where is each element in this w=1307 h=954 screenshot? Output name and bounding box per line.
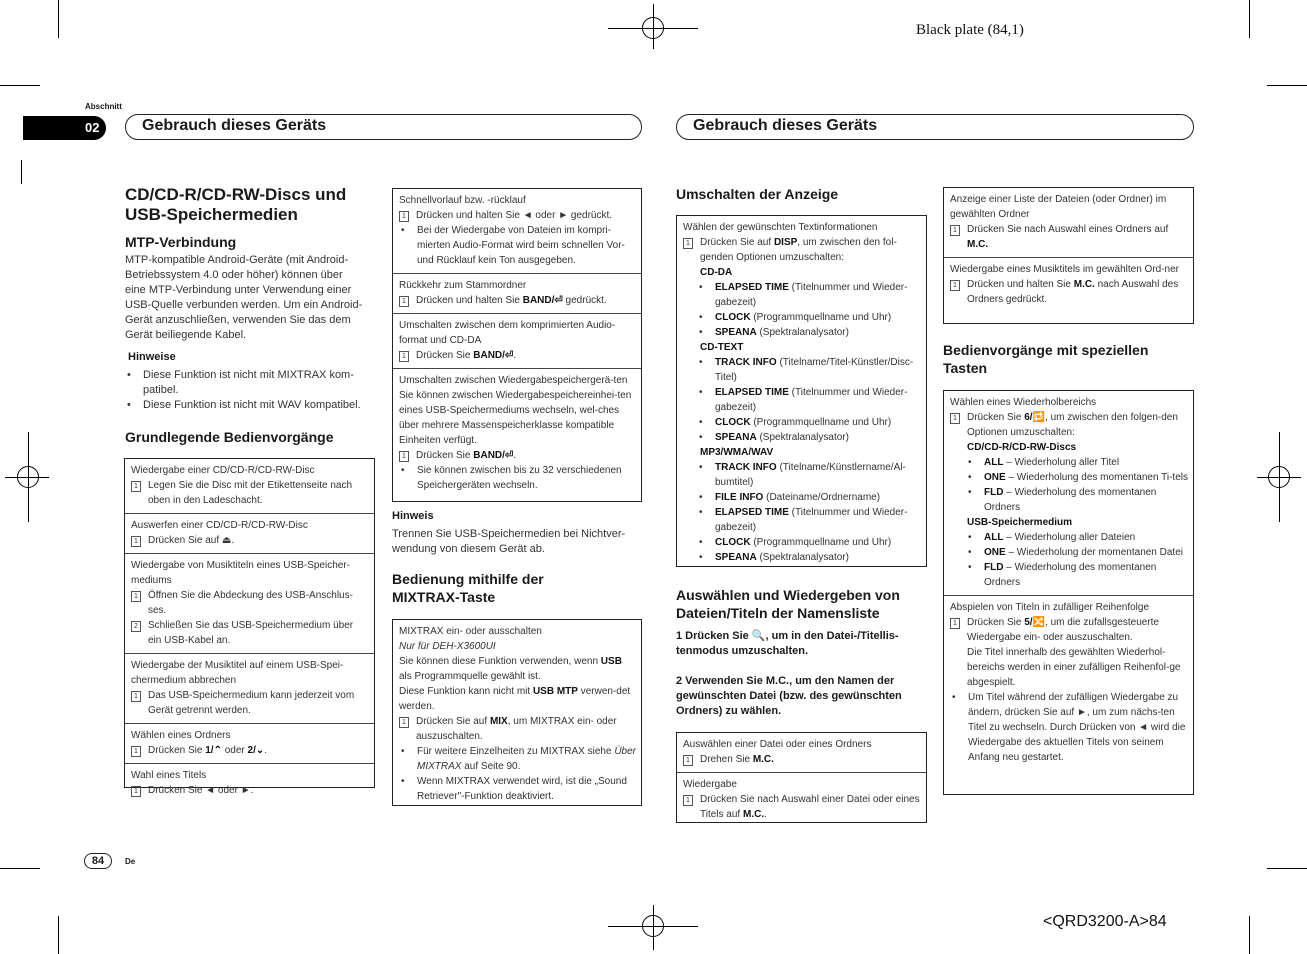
crop-mark [653, 905, 654, 950]
section-number-badge: 02 [23, 116, 106, 140]
operations-table-continued [392, 188, 642, 502]
operations-table [124, 458, 375, 796]
language-code: De [125, 857, 136, 866]
crop-mark [1249, 0, 1250, 38]
crop-mark [1279, 432, 1280, 522]
crop-mark [1249, 916, 1250, 954]
note-text: Trennen Sie USB-Speichermedien bei Nichtver-wendung von diesem Gerät ab. [392, 528, 626, 555]
crop-mark [1267, 868, 1307, 869]
basic-operations-heading: Grundlegende Bedienvorgänge [125, 429, 334, 445]
table-section: Anzeige einer Liste der Dateien (oder Ordner) im gewählten Ordner 1 Drücken Sie nach Auswahl eines Ordners auf M.C. [950, 194, 1169, 250]
display-heading: Umschalten der Anzeige [676, 186, 839, 202]
note-label: Hinweis [392, 510, 434, 522]
crop-mark [28, 432, 29, 522]
table-section: Umschalten zwischen Wiedergabespeichergerä-ten Sie können zwischen Wiedergabespeichereinhei-ten eines USB-Speichermediums wechseln, wel-ches über mehrere Massenspeicherklasse kompatible Einheiten verfügt. 1 Drücken Sie BAND/⏎. • Sie können zwischen bis zu 32 verschiedenen Speichergeräten wechseln. [393, 368, 641, 498]
table-section: MIXTRAX ein- oder ausschalten Nur für DEH-X3600UI Sie können diese Funktion verwenden, wenn USB als Programmquelle gewählt ist. Diese Funktion kann nicht mit USB MTP verwen-det werden. 1 Drücken Sie auf MIX, um MIXTRAX ein- oder auszuschalten. • Für weitere Einzelheiten zu MIXTRAX siehe Über MIXTRAX auf Seite 90. • Wenn MIXTRAX verwendet wird, ist die „Sound Retriever"-Funktion deaktiviert. [399, 626, 636, 802]
table-section: Abspielen von Titeln in zufälliger Reihenfolge 1 Drücken Sie 5/🔀, um die zufallsgesteuerte Wiedergabe ein- oder auszuschalten. Die Titel innerhalb des gewählten Wiederhol-bereichs werden in einer zufälligen Reihenfol-ge abgespielt. • Um Titel während der zufälligen Wiedergabe zu ändern, drücken Sie auf ►, um zum nächs-ten Titel zu wechseln. Durch Drücken von ◄ wird die Wiedergabe des aktuellen Titels von seinem Anfang neu gestartet. [944, 595, 1193, 770]
table-section: Wiedergabe eines Musiktitels im gewählten Ord-ner 1 Drücken und halten Sie M.C. nach Auswahl des Ordners gedrückt. [944, 257, 1193, 312]
crop-mark [5, 477, 49, 478]
table-section: Wiedergabe der Musiktitel auf einem USB-Spei-chermedium abbrechen 1 Das USB-Speichermedium kann jederzeit vom Gerät getrennt werden. [125, 653, 374, 723]
header-title-left: Gebrauch dieses Geräts [125, 114, 642, 140]
mixtrax-table [392, 619, 642, 806]
name-list-heading: Auswählen und Wiedergeben von Dateien/Titeln der Namensliste [676, 587, 900, 621]
crop-mark [0, 868, 40, 869]
table-section: Wiedergabe von Musiktiteln eines USB-Speicher-mediums 1 Öffnen Sie die Abdeckung des USB-Anschlus-ses. 2 Schließen Sie das USB-Speichermedium über ein USB-Kabel an. [125, 553, 374, 653]
notes-list [125, 368, 377, 413]
table-section: Wählen der gewünschten Textinformationen 1 Drücken Sie auf DISP, um zwischen den fol-genden Optionen umzuschalten: CD-DA • ELAPSED TIME (Titelnummer und Wieder-gabezeit) • CLOCK (Programmquellname und Uhr) • SPEANA (Spektralanalysator) CD-TEXT • TRACK INFO (Titelname/Titel-Künstler/Disc-Titel) • ELAPSED TIME (Titelnummer und Wieder-gabezeit) • CLOCK (Programmquellname und Uhr) • SPEANA (Spektralanalysator) MP3/WMA/WAV • TRACK INFO (Titelname/Künstlername/Al-bumtitel) • FILE INFO (Dateiname/Ordnername) • ELAPSED TIME (Titelnummer und Wieder-gabezeit) • CLOCK (Programmquellname und Uhr) • SPEANA (Spektralanalysator) [683, 222, 914, 563]
table-section: Auswählen einer Datei oder eines Ordners 1 Drehen Sie M.C. [683, 739, 872, 765]
special-keys-table [943, 390, 1194, 795]
table-section: Wählen eines Ordners 1 Drücken Sie 1/⌃ oder 2/⌄. [125, 723, 374, 763]
crop-mark [0, 85, 40, 86]
table-section: Rückkehr zum Stammordner 1 Drücken und halten Sie BAND/⏎ gedrückt. [393, 273, 641, 313]
section-label: Abschnitt [85, 102, 122, 111]
notes-label: Hinweise [128, 351, 176, 363]
mtp-heading: MTP-Verbindung [125, 234, 237, 250]
table-section: Schnellvorlauf bzw. -rücklauf 1 Drücken und halten Sie ◄ oder ► gedrückt. • Bei der Wiedergabe von Dateien im kompri-mierten Audio-Format wird beim schnellen Vor- und Rücklauf kein Ton ausgegeben. [399, 195, 625, 266]
plate-label: Black plate (84,1) [916, 22, 1024, 38]
table-section: Auswerfen einer CD/CD-R/CD-RW-Disc 1 Drücken Sie auf ⏏. [125, 513, 374, 553]
crop-mark [1267, 85, 1307, 86]
table-section: Umschalten zwischen dem komprimierten Audio-format und CD-DA 1 Drücken Sie BAND/⏎. [393, 313, 641, 368]
special-keys-heading: Bedienvorgänge mit speziellen Tasten [943, 342, 1149, 376]
page-title: CD/CD-R/CD-RW-Discs und USB-Speichermedien [125, 185, 347, 224]
crop-mark [58, 916, 59, 954]
page-number: 84 [84, 853, 112, 869]
table-section: Wahl eines Titels 1 Drücken Sie ◄ oder ►. [125, 763, 374, 803]
table-section: Wiedergabe 1 Drücken Sie nach Auswahl einer Datei oder eines Titels auf M.C.. [677, 772, 926, 827]
step-1: 1 Drücken Sie 🔍, um in den Datei-/Titellis-tenmodus umzuschalten. [676, 630, 899, 657]
crop-mark [21, 160, 22, 184]
table-section: Wiedergabe einer CD/CD-R/CD-RW-Disc 1 Legen Sie die Disc mit der Etikettenseite nach oben in den Ladeschacht. [131, 465, 352, 506]
crop-mark [653, 4, 654, 49]
list-item: • Diese Funktion ist nicht mit WAV kompatibel. [127, 399, 361, 411]
folder-table [943, 187, 1194, 324]
list-item: • Diese Funktion ist nicht mit MIXTRAX kom-patibel. [127, 369, 354, 396]
header-title-right: Gebrauch dieses Geräts [676, 114, 1194, 140]
crop-mark [58, 0, 59, 38]
mtp-text: MTP-kompatible Android-Geräte (mit Android-Betriebssystem 4.0 oder höher) können über eine MTP-Verbindung unter Verwendung einer USB-Quelle verbunden werden. Um ein Android-Gerät anzuschließen, verwenden Sie das dem Gerät beiliegende Kabel. [125, 254, 363, 341]
mixtrax-heading: Bedienung mithilfe der MIXTRAX-Taste [392, 571, 544, 605]
name-list-table [676, 732, 927, 823]
document-code: <QRD3200-A>84 [1043, 913, 1167, 930]
step-2: 2 Verwenden Sie M.C., um den Namen der gewünschten Datei (bzw. des gewünschten Ordners) zu wählen. [676, 675, 902, 717]
table-section: Wählen eines Wiederholbereichs 1 Drücken Sie 6/🔁, um zwischen den folgen-den Optionen umzuschalten: CD/CD-R/CD-RW-Discs • ALL – Wiederholung aller Titel • ONE – Wiederholung des momentanen Ti-tels • FLD – Wiederholung des momentanen Ordners USB-Speichermedium • ALL – Wiederholung aller Dateien • ONE – Wiederholung der momentanen Datei • FLD – Wiederholung des momentanen Ordners [950, 397, 1188, 588]
display-table [676, 215, 927, 567]
